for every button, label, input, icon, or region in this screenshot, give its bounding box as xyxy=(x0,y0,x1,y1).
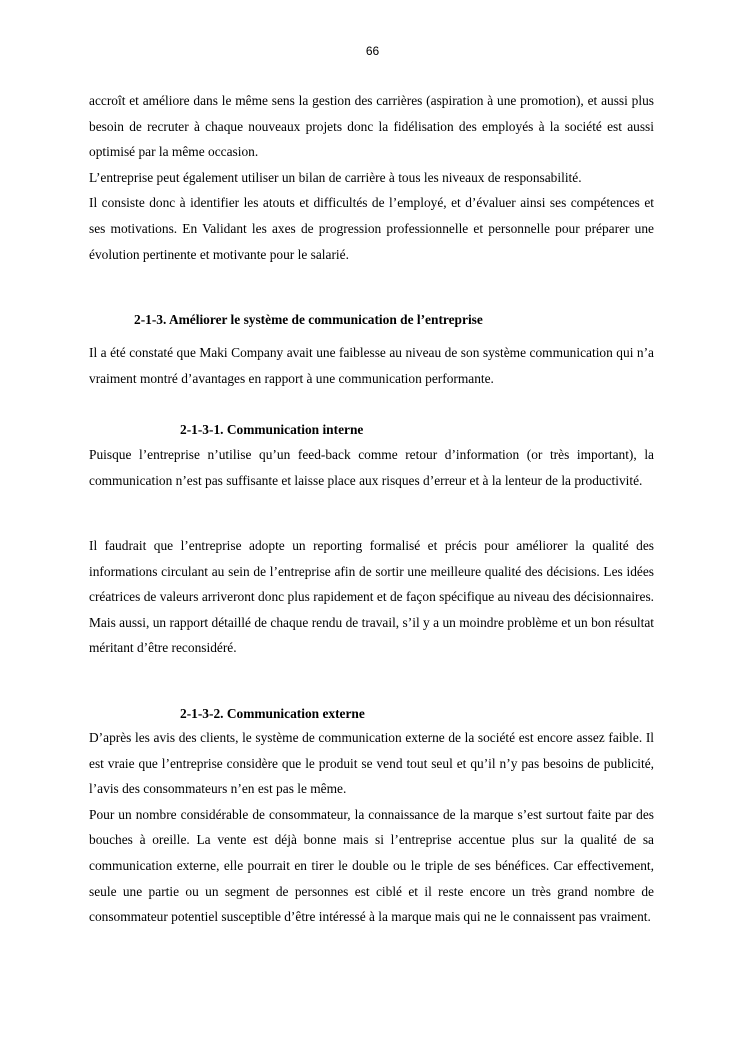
section-intro-block xyxy=(89,340,654,391)
paragraph-internal-feedback: Puisque l’entreprise n’utilise qu’un feed-back comme retour d’information (or très important), la communication n’est pas suffisante et laisse place aux risques d’erreur et à la lenteur de la productivité. xyxy=(89,447,654,488)
paragraph-career-assessment: L’entreprise peut également utiliser un bilan de carrière à tous les niveaux de responsabilité. xyxy=(89,169,582,185)
section-heading: 2-1-3. Améliorer le système de communication de l’entreprise xyxy=(134,312,483,327)
paragraph-career-management: accroît et améliore dans le même sens la gestion des carrières (aspiration à une promotion), et aussi plus besoin de recruter à chaque nouveaux projets donc la fidélisation des employés à la société est aussi optimisé par la même occasion. xyxy=(89,93,654,160)
subsection-heading-internal: 2-1-3-1. Communication interne xyxy=(180,422,364,437)
paragraph-external-clients: D’après les avis des clients, le système de communication externe de la société est encore assez faible. Il est vraie que l’entreprise considère que le produit se vend tout seul et qu’il n’y pas besoins de publicité, l’avis des consommateurs n’en est pas le même. xyxy=(89,730,654,797)
paragraph-section-intro: Il a été constaté que Maki Company avait une faiblesse au niveau de son système communication qui n’a vraiment montré d’avantages en rapport à une communication performante. xyxy=(89,345,654,386)
subsection-heading-external: 2-1-3-2. Communication externe xyxy=(180,706,365,721)
paragraph-external-brand: Pour un nombre considérable de consommateur, la connaissance de la marque s’est surtout faite par des bouches à oreille. La vente est déjà bonne mais si l’entreprise accentue plus sur la qualité de sa communication externe, elle pourrait en tirer le double ou le triple de ses bénéfices. Car effectivement, seule une partie ou un segment de personnes est ciblé et il reste encore un très grand nombre de consommateur potentiel susceptible d’être intéressé à la marque mais qui ne le connaissent pas vraiment. xyxy=(89,806,654,925)
intro-block xyxy=(89,88,654,267)
internal-para1-block xyxy=(89,442,654,493)
paragraph-internal-reporting: Il faudrait que l’entreprise adopte un reporting formalisé et précis pour améliorer la qualité des informations circulant au sein de l’entreprise afin de sortir une meilleure qualité des décisions. Les idées créatrices de valeurs arriveront donc plus rapidement et de façon spécifique au niveau des décisionnaires. Mais aussi, un rapport détaillé de chaque rendu de travail, s’il y a un moindre problème et un bon résultat méritant d’être reconsidéré. xyxy=(89,538,654,656)
internal-para2-block xyxy=(89,533,654,661)
page-number: 66 xyxy=(365,44,380,58)
external-block xyxy=(89,725,654,930)
paragraph-identify-strengths: Il consiste donc à identifier les atouts et difficultés de l’employé, et d’évaluer ainsi ses compétences et ses motivations. En Validant les axes de progression professionnelle et personnelle pour préparer une évolution pertinente et motivante pour le salarié. xyxy=(89,195,654,262)
